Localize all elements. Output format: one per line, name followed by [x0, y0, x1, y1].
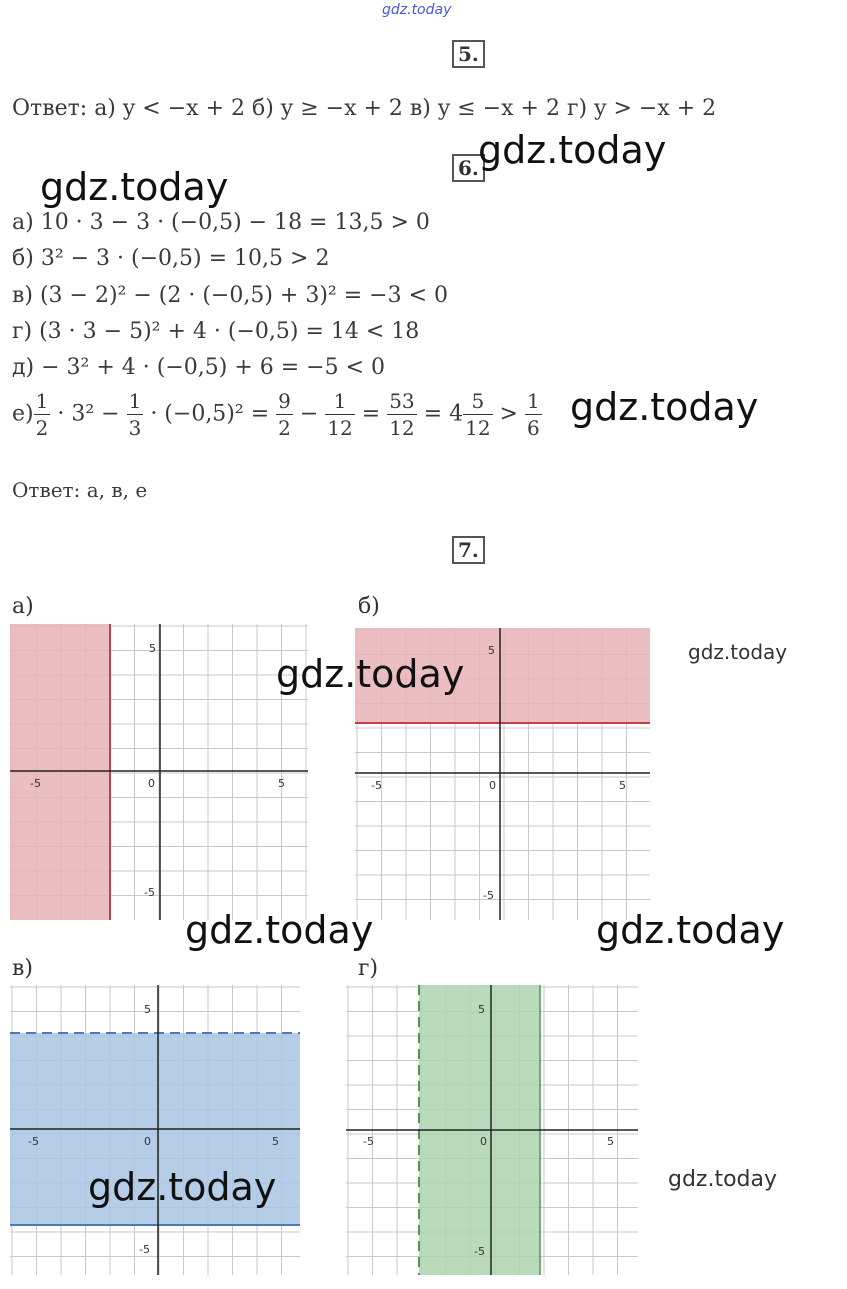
task-number-7: 7. — [452, 536, 485, 564]
task6-line-v: в) (3 − 2)² − (2 · (−0,5) + 3)² = −3 < 0 — [12, 283, 449, 308]
fraction — [127, 388, 144, 441]
numerator: 1 — [128, 389, 142, 413]
task6-line-g: г) (3 · 3 − 5)² + 4 · (−0,5) = 14 < 18 — [12, 319, 420, 344]
tick-label-pos-x: 5 — [278, 777, 285, 790]
watermark[interactable]: gdz.today — [688, 640, 788, 664]
fraction — [463, 388, 492, 441]
task6-line-a: а) 10 · 3 − 3 · (−0,5) − 18 = 13,5 > 0 — [12, 210, 430, 235]
numerator: 1 — [35, 389, 49, 413]
tick-label-pos-y: 5 — [478, 1003, 485, 1016]
graph-label-g: г) — [358, 956, 379, 981]
tick-label-pos-x: 5 — [272, 1135, 279, 1148]
denominator: 12 — [389, 416, 415, 440]
denominator: 12 — [465, 416, 491, 440]
numerator: 1 — [526, 389, 540, 413]
tick-label-neg-x: -5 — [371, 779, 382, 792]
watermark[interactable]: gdz.today — [276, 652, 465, 696]
tick-label-pos-y: 5 — [149, 642, 156, 655]
tick-label-neg-x: -5 — [28, 1135, 39, 1148]
denominator: 6 — [526, 416, 540, 440]
shaded-region — [10, 624, 110, 920]
tick-label-neg-y: -5 — [144, 886, 155, 899]
tick-label-pos-y: 5 — [144, 1003, 151, 1016]
expr-part: = — [361, 401, 381, 427]
tick-label-pos-x: 5 — [619, 779, 626, 792]
watermark[interactable]: gdz.today — [88, 1165, 277, 1209]
fraction — [325, 388, 354, 441]
watermark[interactable]: gdz.today — [668, 1167, 778, 1192]
tick-label-neg-y: -5 — [139, 1243, 150, 1256]
task5-answer: Ответ: а) y < −x + 2 б) y ≥ −x + 2 в) y ≤ −x + 2 г) y > −x + 2 — [12, 96, 717, 121]
task6-line-b: б) 3² − 3 · (−0,5) = 10,5 > 2 — [12, 246, 330, 271]
tick-label-pos-y: 5 — [488, 644, 495, 657]
tick-label-pos-x: 5 — [607, 1135, 614, 1148]
tick-label-zero: 0 — [144, 1135, 151, 1148]
tick-label-zero: 0 — [148, 777, 155, 790]
watermark[interactable]: gdz.today — [40, 165, 229, 209]
watermark[interactable]: gdz.today — [478, 128, 667, 172]
fraction — [525, 388, 542, 441]
watermark[interactable]: gdz.today — [185, 908, 374, 952]
denominator: 12 — [327, 416, 353, 440]
numerator: 53 — [389, 389, 415, 413]
denominator: 2 — [35, 416, 49, 440]
tick-label-zero: 0 — [480, 1135, 487, 1148]
numerator: 1 — [325, 388, 354, 415]
numerator: 9 — [278, 389, 291, 413]
graph-a — [10, 624, 308, 920]
denominator: 2 — [278, 416, 291, 440]
tick-label-neg-x: -5 — [363, 1135, 374, 1148]
task6-line-d: д) − 3² + 4 · (−0,5) + 6 = −5 < 0 — [12, 355, 386, 380]
line-e-prefix: е) — [12, 401, 34, 427]
expr-part: > — [499, 401, 518, 427]
tick-label-neg-y: -5 — [474, 1245, 485, 1258]
graph-label-v: в) — [12, 956, 33, 981]
expr-part: − — [299, 401, 319, 427]
tick-label-neg-x: -5 — [30, 777, 41, 790]
task6-line-e — [12, 388, 542, 441]
watermark[interactable]: gdz.today — [570, 385, 759, 429]
expr-part: = 4 — [423, 401, 464, 427]
graph-v — [10, 985, 300, 1275]
tick-label-neg-y: -5 — [483, 889, 494, 902]
numerator: 5 — [463, 388, 492, 415]
graph-label-a: а) — [12, 594, 34, 619]
fraction — [387, 388, 416, 441]
fraction — [34, 388, 51, 441]
expr-part: · (−0,5)² = — [150, 401, 270, 427]
expr-part: · 3² − — [57, 401, 120, 427]
graph-label-b: б) — [358, 594, 380, 619]
task6-answer: Ответ: а, в, е — [12, 478, 148, 502]
denominator: 3 — [128, 416, 142, 440]
tick-label-zero: 0 — [489, 779, 496, 792]
fraction — [276, 388, 293, 441]
task-number-5: 5. — [452, 40, 485, 68]
graph-g — [346, 985, 638, 1275]
watermark-top[interactable]: gdz.today — [382, 2, 452, 18]
watermark[interactable]: gdz.today — [596, 908, 785, 952]
task-number-6: 6. — [452, 154, 485, 182]
